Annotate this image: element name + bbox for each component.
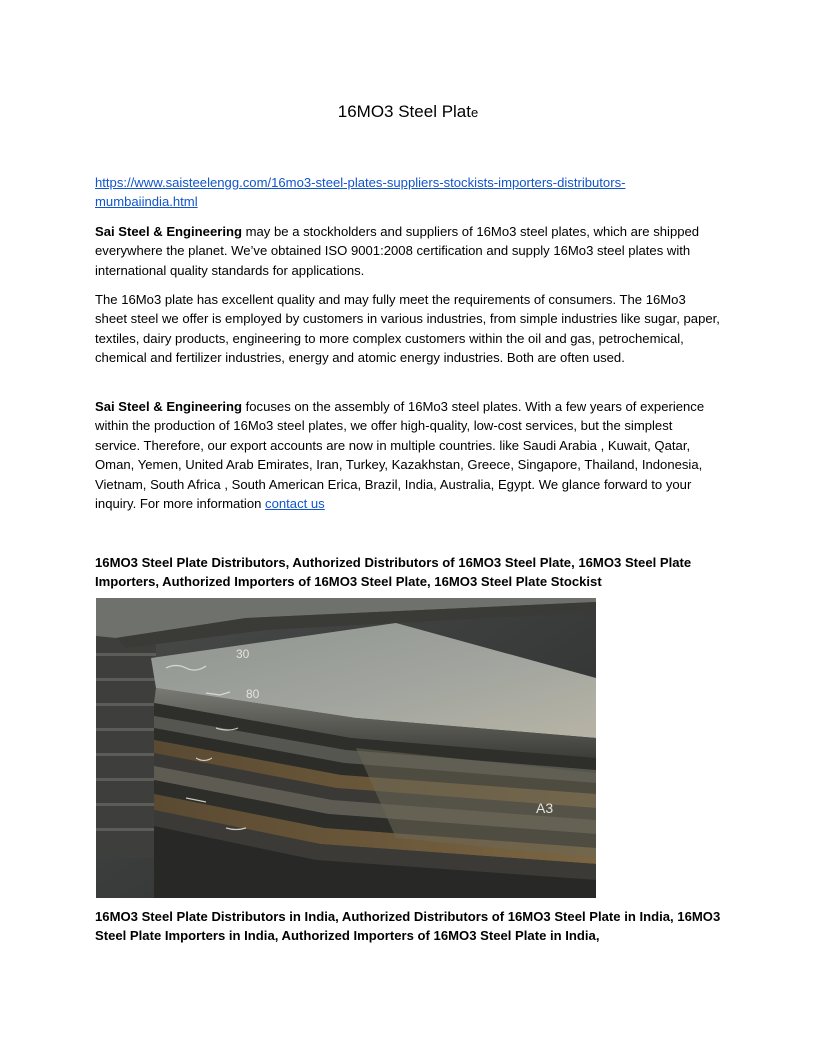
distributors-heading-text: 16MO3 Steel Plate Distributors, Authorized Distributors of 16MO3 Steel Plate, 16MO3 Steel Plate Importers, Authorized Importers of 16MO3 Steel Plate, 16MO3 Steel Plate Stockist <box>95 555 692 590</box>
intro-paragraph <box>95 222 721 280</box>
document-title-main: 16MO3 Steel Plat <box>337 102 471 121</box>
document-title-tail: e <box>471 105 479 120</box>
quality-paragraph <box>95 290 721 368</box>
source-url-line1[interactable]: https://www.saisteelengg.com/16mo3-steel-plates-suppliers-stockists-importers-distributors- <box>95 175 626 190</box>
india-distributors-heading-text: 16MO3 Steel Plate Distributors in India, Authorized Distributors of 16MO3 Steel Plate in India, 16MO3 Steel Plate Importers in India, Authorized Importers of 16MO3 Steel Plate in India, <box>95 909 721 944</box>
plate-mark-3: A3 <box>536 800 554 816</box>
source-url-line2[interactable]: mumbaiindia.html <box>95 194 198 210</box>
plate-mark-2: 80 <box>246 687 260 701</box>
export-paragraph <box>95 397 721 513</box>
plate-mark-1: 30 <box>236 647 250 661</box>
contact-us-link[interactable]: contact us <box>265 496 325 512</box>
document-title <box>95 101 721 124</box>
india-distributors-heading <box>95 907 721 946</box>
distributors-heading <box>95 553 721 592</box>
company-name: Sai Steel & Engineering <box>95 224 242 239</box>
steel-plates-photo <box>96 598 596 898</box>
intro-text: may be a stockholders and suppliers of 16Mo3 steel plates, which are shipped everywhere the planet. We’ve obtained ISO 9001:2008 certification and supply 16Mo3 steel plates with international quality standards for applications. <box>95 224 700 278</box>
source-url[interactable] <box>95 173 721 212</box>
quality-text: The 16Mo3 plate has excellent quality and may fully meet the requirements of consumers. The 16Mo3 sheet steel we offer is employed by customers in various industries, from simple industries like sugar, paper, textiles, dairy products, engineering to more complex customers within the oil and gas, petrochemical, chemical and fertilizer industries, energy and atomic energy industries. Both are often used. <box>95 292 720 366</box>
company-name-2: Sai Steel & Engineering <box>95 399 242 414</box>
export-text: focuses on the assembly of 16Mo3 steel plates. With a few years of experience within the production of 16Mo3 steel plates, we offer high-quality, low-cost services, but the simplest service. Therefore, our export accounts are now in multiple countries. like Saudi Arabia , Kuwait, Qatar, Oman, Yemen, United Arab Emirates, Iran, Turkey, Kazakhstan, Greece, Singapore, Thailand, Indonesia, Vietnam, South Africa , South American Erica, Brazil, India, Australia, Egypt. We glance forward to your inquiry. For more information <box>95 399 705 512</box>
